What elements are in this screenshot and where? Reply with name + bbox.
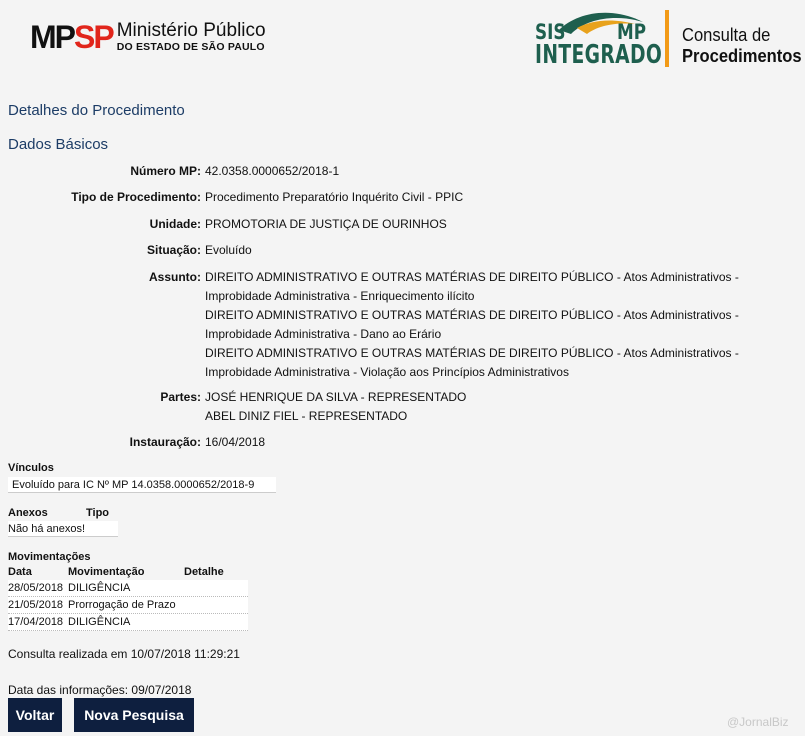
- field-instauracao: [0, 433, 775, 452]
- voltar-button[interactable]: Voltar: [8, 698, 62, 732]
- field-label: Partes:: [160, 390, 201, 404]
- consulta-line2: Procedimentos: [682, 46, 802, 66]
- cell-movimentacao: DILIGÊNCIA: [68, 616, 131, 628]
- cell-data: 28/05/2018: [8, 582, 64, 594]
- anexos-label: Anexos: [8, 507, 48, 519]
- logo-mark-mp: MP: [30, 19, 74, 55]
- consulta-title: [682, 25, 802, 67]
- movimentacoes-table: [8, 580, 248, 631]
- field-label: Número MP:: [130, 164, 201, 178]
- watermark: @JornalBiz: [727, 715, 789, 729]
- field-value: [205, 388, 775, 426]
- field-situacao: [0, 241, 775, 260]
- vinculos-label: Vínculos: [8, 462, 54, 474]
- anexos-tipo-label: Tipo: [86, 507, 110, 519]
- field-label: Tipo de Procedimento:: [71, 190, 201, 204]
- consulta-line1: Consulta de: [682, 25, 771, 45]
- field-label: Unidade:: [149, 217, 201, 231]
- field-value: 42.0358.0000652/2018-1: [205, 164, 340, 178]
- logo-line2: DO ESTADO DE SÃO PAULO: [116, 41, 265, 53]
- sis-mp-text: MP: [617, 20, 647, 44]
- header-divider: [665, 10, 669, 67]
- assunto-line: Improbidade Administrativa - Dano ao Erário: [205, 327, 442, 341]
- field-label: Situação:: [146, 243, 201, 257]
- column-header-detalhe: Detalhe: [184, 566, 224, 578]
- sis-integrado-text: INTEGRADO: [535, 40, 663, 70]
- field-tipo: [0, 188, 775, 207]
- assunto-line: Improbidade Administrativa - Violação aos Princípios Administrativos: [205, 365, 569, 379]
- field-unidade: [0, 215, 775, 234]
- assunto-line: DIREITO ADMINISTRATIVO E OUTRAS MATÉRIAS DE DIREITO PÚBLICO - Atos Administrativos -: [205, 308, 739, 322]
- assunto-line: Improbidade Administrativa - Enriquecimento ilícito: [205, 289, 475, 303]
- mpsp-logo: [30, 19, 266, 55]
- cell-movimentacao: DILIGÊNCIA: [68, 582, 131, 594]
- field-value: PROMOTORIA DE JUSTIÇA DE OURINHOS: [205, 217, 447, 231]
- column-header-data: Data: [8, 566, 32, 578]
- logo-line1: Ministério Público: [116, 20, 266, 41]
- mpsp-text: [117, 22, 266, 54]
- movimentacoes-label: Movimentações: [8, 551, 91, 563]
- cell-data: 21/05/2018: [8, 599, 64, 611]
- sis-text: SIS: [535, 20, 566, 44]
- field-label: Assunto:: [149, 270, 201, 284]
- table-row: [8, 580, 248, 597]
- field-partes: [0, 388, 775, 426]
- section-title: Dados Básicos: [8, 136, 109, 153]
- column-header-movimentacao: Movimentação: [68, 566, 145, 578]
- logo-mark-sp: SP: [74, 19, 113, 55]
- parte-line: JOSÉ HENRIQUE DA SILVA - REPRESENTADO: [205, 390, 467, 404]
- data-informacoes: Data das informações: 09/07/2018: [8, 683, 192, 697]
- page-title: Detalhes do Procedimento: [8, 102, 185, 119]
- nova-pesquisa-button[interactable]: Nova Pesquisa: [74, 698, 194, 732]
- table-row: [8, 614, 248, 631]
- field-value: Procedimento Preparatório Inquérito Civil - PPIC: [205, 190, 464, 204]
- mpsp-mark: [30, 19, 113, 55]
- field-numero: [0, 162, 775, 181]
- page-header: [0, 0, 805, 80]
- vinculos-value: Evoluído para IC Nº MP 14.0358.0000652/2018-9: [8, 477, 276, 493]
- field-value: 16/04/2018: [205, 435, 266, 449]
- assunto-line: DIREITO ADMINISTRATIVO E OUTRAS MATÉRIAS DE DIREITO PÚBLICO - Atos Administrativos -: [205, 270, 739, 284]
- assunto-line: DIREITO ADMINISTRATIVO E OUTRAS MATÉRIAS DE DIREITO PÚBLICO - Atos Administrativos -: [205, 346, 739, 360]
- field-value: [205, 268, 775, 382]
- consulta-timestamp: Consulta realizada em 10/07/2018 11:29:21: [8, 647, 240, 661]
- sis-mp-integrado-logo: [535, 8, 663, 70]
- anexos-value: Não há anexos!: [8, 521, 118, 537]
- cell-data: 17/04/2018: [8, 616, 64, 628]
- field-assunto: [0, 268, 775, 382]
- parte-line: ABEL DINIZ FIEL - REPRESENTADO: [205, 409, 408, 423]
- table-row: [8, 597, 248, 614]
- field-value: Evoluído: [205, 243, 252, 257]
- field-label: Instauração:: [129, 435, 201, 449]
- cell-movimentacao: Prorrogação de Prazo: [68, 599, 176, 611]
